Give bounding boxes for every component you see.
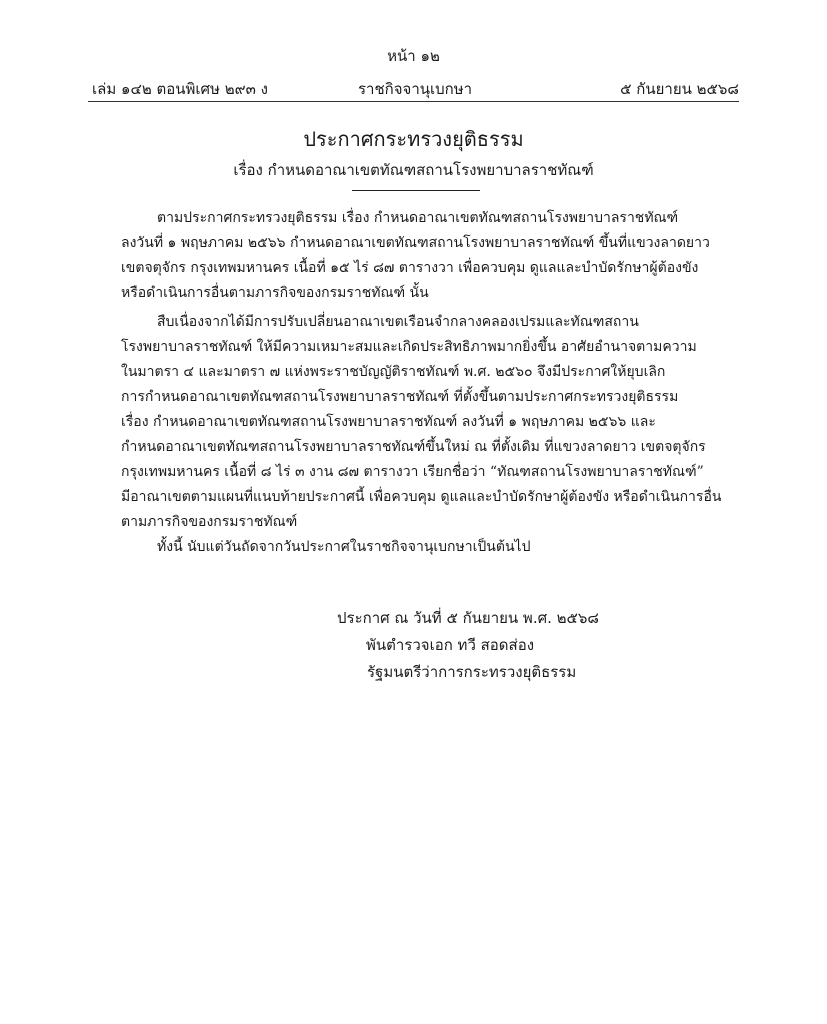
body-line: หรือดำเนินการอื่นตามภารกิจของกรมราชทัณฑ์ นั้น [121,285,429,301]
body-line: ลงวันที่ ๑ พฤษภาคม ๒๕๖๖ กำหนดอาณาเขตทัณฑสถานโรงพยาบาลราชทัณฑ์ ขึ้นที่แขวงลาดยาว [121,235,710,251]
body-line: โรงพยาบาลราชทัณฑ์ ให้มีความเหมาะสมและเกิดประสิทธิภาพมากยิ่งขึ้น อาศัยอำนาจตามความ [121,339,697,355]
body-line: ในมาตรา ๔ และมาตรา ๗ แห่งพระราชบัญญัติราชทัณฑ์ พ.ศ. ๒๕๖๐ จึงมีประกาศให้ยุบเลิก [121,364,666,380]
gazette-header [92,77,739,97]
page-number: หน้า ๑๒ [387,47,440,65]
volume-issue: เล่ม ๑๔๒ ตอนพิเศษ ๒๙๓ ง [92,80,268,98]
gazette-name: ราชกิจจานุเบกษา [358,80,473,98]
header-divider [88,101,739,102]
announcement-subject: เรื่อง กำหนดอาณาเขตทัณฑสถานโรงพยาบาลราชทัณฑ์ [233,161,594,179]
body-line: สืบเนื่องจากได้มีการปรับเปลี่ยนอาณาเขตเรือนจำกลางคลองเปรมและทัณฑสถาน [157,314,639,330]
body-line: ทั้งนี้ นับแต่วันถัดจากวันประกาศในราชกิจจานุเบกษาเป็นต้นไป [157,539,531,555]
announced-date: ประกาศ ณ วันที่ ๕ กันยายน พ.ศ. ๒๕๖๘ [337,609,599,627]
body-line: เรื่อง กำหนดอาณาเขตทัณฑสถานโรงพยาบาลราชทัณฑ์ ลงวันที่ ๑ พฤษภาคม ๒๕๖๖ และ [121,414,656,430]
body-line: กรุงเทพมหานคร เนื้อที่ ๘ ไร่ ๓ งาน ๘๗ ตารางวา เรียกชื่อว่า “ทัณฑสถานโรงพยาบาลราชทัณฑ์” [121,464,704,480]
signer-name: พันตำรวจเอก ทวี สอดส่อง [366,636,535,654]
body-line: กำหนดอาณาเขตทัณฑสถานโรงพยาบาลราชทัณฑ์ขึ้นใหม่ ณ ที่ตั้งเดิม ที่แขวงลาดยาว เขตจตุจักร [121,439,706,455]
signer-position: รัฐมนตรีว่าการกระทรวงยุติธรรม [367,663,577,681]
body-line: เขตจตุจักร กรุงเทพมหานคร เนื้อที่ ๑๕ ไร่ ๘๗ ตารางวา เพื่อควบคุม ดูแลและบำบัดรักษาผู้ต้องขัง [121,260,699,276]
body-line: ตามภารกิจของกรมราชทัณฑ์ [121,514,298,530]
body-line: ตามประกาศกระทรวงยุติธรรม เรื่อง กำหนดอาณาเขตทัณฑสถานโรงพยาบาลราชทัณฑ์ [157,210,679,226]
body-line: การกำหนดอาณาเขตทัณฑสถานโรงพยาบาลราชทัณฑ์ ที่ตั้งขึ้นตามประกาศกระทรวงยุติธรรม [121,389,679,405]
gazette-date: ๕ กันยายน ๒๕๖๘ [620,80,739,98]
title-divider [352,190,480,191]
announcement-title: ประกาศกระทรวงยุติธรรม [303,127,524,151]
announcement-body [121,206,737,560]
body-line: มีอาณาเขตตามแผนที่แนบท้ายประกาศนี้ เพื่อควบคุม ดูแลและบำบัดรักษาผู้ต้องขัง หรือดำเนินการอื่น [121,489,722,505]
